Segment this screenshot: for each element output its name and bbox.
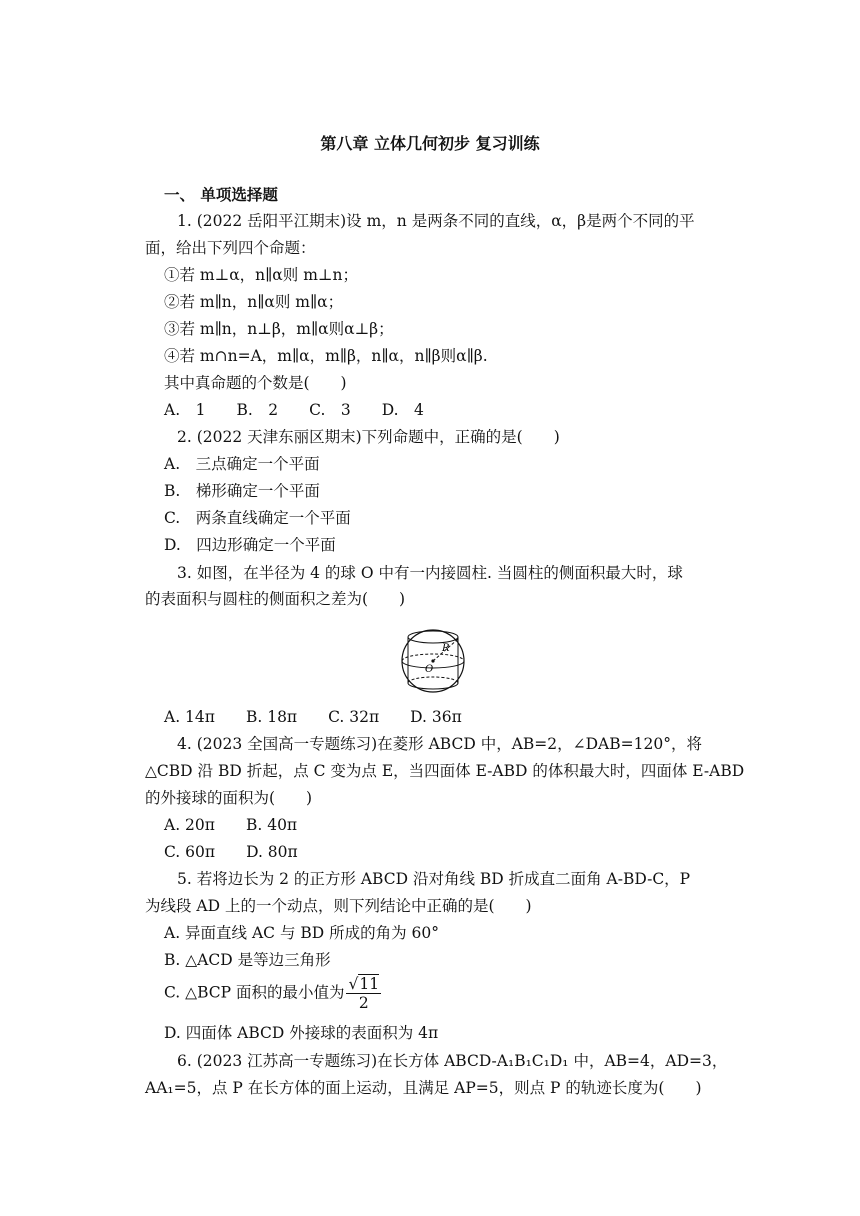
q6-line2: AA₁=5，点 P 在长方体的面上运动，且满足 AP=5，则点 P 的轨迹长度为( ) (145, 1079, 702, 1097)
q1-proposition-4: ④若 m∩n=A，m∥α，m∥β，n∥α，n∥β则α∥β. (164, 347, 488, 365)
q2-line1: 2. (2022 天津东丽区期末)下列命题中，正确的是( ) (177, 428, 560, 446)
q5-option-c-text: C. △BCP 面积的最小值为 (164, 983, 345, 1002)
q1-proposition-1: ①若 m⊥α，n∥α则 m⊥n； (164, 266, 358, 284)
label-o: O (425, 664, 434, 675)
q1-stem: 其中真命题的个数是( ) (164, 374, 347, 392)
q5-option-b: B. △ACD 是等边三角形 (164, 951, 331, 969)
q3-line2: 的表面积与圆柱的侧面积之差为( ) (145, 590, 406, 608)
q4-line2: △CBD 沿 BD 折起，点 C 变为点 E，当四面体 E-ABD 的体积最大时，四面体 E-ABD (145, 762, 745, 780)
q5-option-d: D. 四面体 ABCD 外接球的表面积为 4π (164, 1024, 439, 1042)
q1-proposition-3: ③若 m∥n，n⊥β，m∥α则α⊥β； (164, 320, 394, 338)
cylinder-top (408, 631, 458, 643)
q4-line1: 4. (2023 全国高一专题练习)在菱形 ABCD 中，AB=2，∠DAB=120°，将 (177, 735, 702, 753)
q2-option-b: B. 梯形确定一个平面 (164, 482, 320, 500)
q2-option-d: D. 四边形确定一个平面 (164, 536, 336, 554)
q1-proposition-2: ②若 m∥n，n∥α则 m∥α； (164, 293, 344, 311)
q3-options: A. 14π B. 18π C. 32π D. 36π (164, 708, 462, 726)
cylinder-bottom-back (408, 677, 458, 683)
q5-option-c (164, 975, 381, 1012)
fraction-denominator: 2 (358, 994, 369, 1012)
label-r: R (442, 643, 450, 654)
q1-line2: 面，给出下列四个命题： (145, 239, 316, 257)
sphere-diagram (400, 617, 466, 705)
q4-options-cd: C. 60π D. 80π (164, 843, 298, 861)
q5-option-a: A. 异面直线 AC 与 BD 所成的角为 60° (164, 924, 440, 942)
q2-option-c: C. 两条直线确定一个平面 (164, 509, 351, 527)
q5-line1: 5. 若将边长为 2 的正方形 ABCD 沿对角线 BD 折成直二面角 A-BD-C，P (177, 870, 691, 888)
q2-option-a: A. 三点确定一个平面 (164, 455, 320, 473)
q5-line2: 为线段 AD 上的一个动点，则下列结论中正确的是( ) (145, 897, 532, 915)
section-heading: 一、 单项选择题 (164, 186, 278, 204)
sqrt-fraction: $\frac{√11}{2}$ (348, 975, 380, 1012)
q4-line3: 的外接球的面积为( ) (145, 789, 313, 807)
q1-options: A. 1 B. 2 C. 3 D. 4 (164, 401, 424, 419)
center-point (431, 659, 434, 662)
sphere-cylinder-figure (400, 617, 466, 709)
fraction-numerator: 11 (359, 975, 380, 993)
page-title: 第八章 立体几何初步 复习训练 (320, 134, 540, 153)
q3-line1: 3. 如图，在半径为 4 的球 O 中有一内接圆柱. 当圆柱的侧面积最大时，球 (177, 564, 683, 582)
q6-line1: 6. (2023 江苏高一专题练习)在长方体 ABCD-A₁B₁C₁D₁ 中，AB=4，AD=3， (177, 1052, 728, 1070)
q1-line1: 1. (2022 岳阳平江期末)设 m，n 是两条不同的直线，α，β是两个不同的平 (177, 212, 695, 230)
q4-options-ab: A. 20π B. 40π (164, 816, 298, 834)
